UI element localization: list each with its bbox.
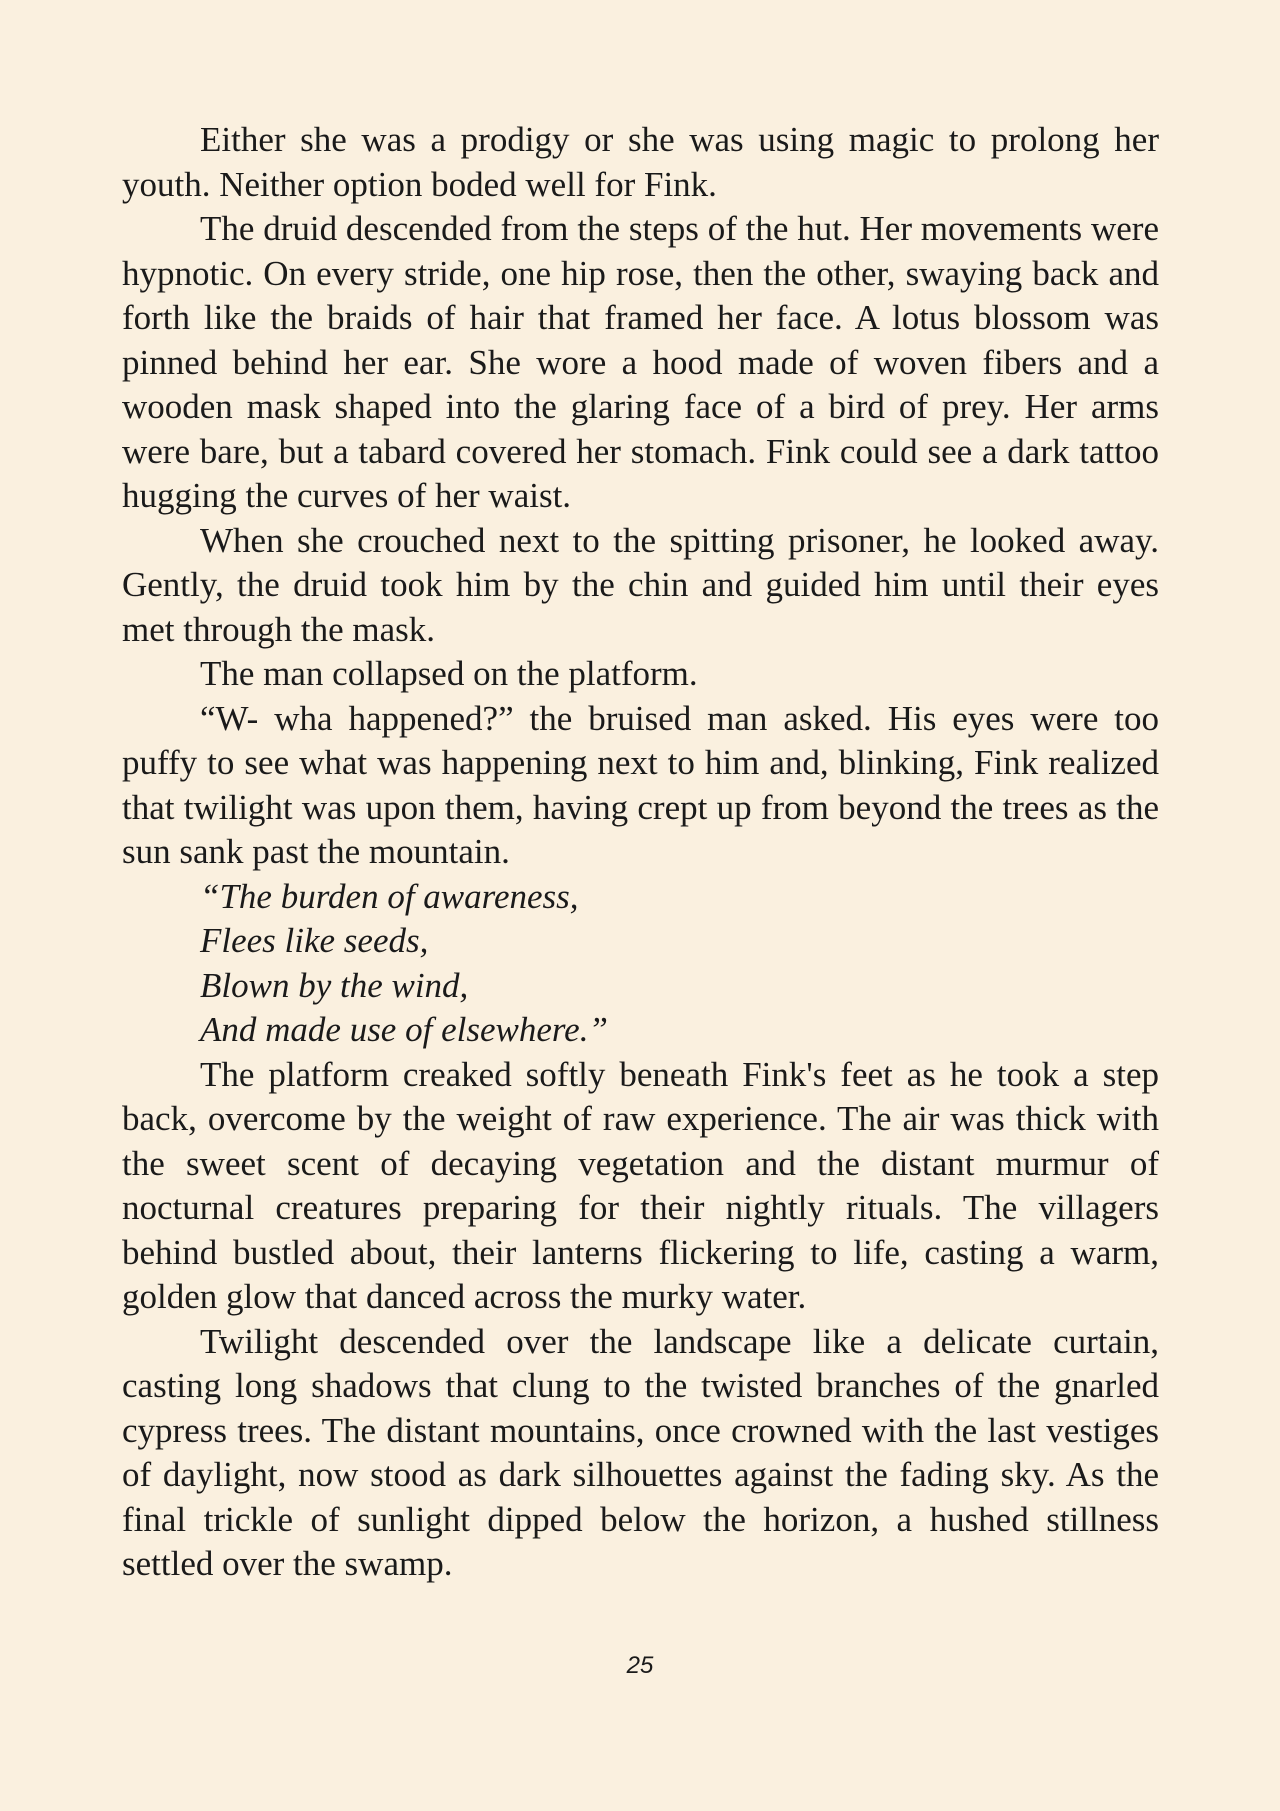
paragraph: The man collapsed on the platform.: [200, 654, 698, 693]
verse-block: [122, 875, 1159, 1053]
paragraph: “W- wha happened?” the bruised man asked. His eyes were too puffy to see what was happening next to him and, blinking, Fink realized that twilight was upon them, having crept up from beyond the trees as the sun sank past the mountain.: [122, 698, 1159, 871]
paragraph: Twilight descended over the landscape like a delicate curtain, casting long shadows that clung to the twisted branches of the gnarled cypress trees. The distant mountains, once crowned with the last vestiges of daylight, now stood as dark silhouettes against the fading sky. As the final trickle of sunlight dipped below the horizon, a hushed stillness settled over the swamp.: [122, 1321, 1159, 1583]
verse-line: Flees like seeds,: [200, 921, 429, 960]
verse-line: “The burden of awareness,: [200, 876, 579, 916]
paragraph: The platform creaked softly beneath Fink's feet as he took a step back, overcome by the weight of raw experience. The air was thick with the sweet scent of decaying vegetation and the distant murmur of nocturnal creatures preparing for their nightly rituals. The villagers behind bustled about, their lanterns flickering to life, casting a warm, golden glow that danced across the murky water.: [122, 1054, 1159, 1316]
verse-line: Blown by the wind,: [200, 965, 469, 1005]
page-body: [122, 118, 1159, 1587]
paragraph: When she crouched next to the spitting prisoner, he looked away. Gently, the druid took him by the chin and guided him until their eyes met through the mask.: [122, 520, 1159, 649]
page-number: 25: [626, 1652, 654, 1679]
paragraph: The druid descended from the steps of the hut. Her movements were hypnotic. On every stride, one hip rose, then the other, swaying back and forth like the braids of hair that framed her face. A lotus blossom was pinned behind her ear. She wore a hood made of woven fibers and a wooden mask shaped into the glaring face of a bird of prey. Her arms were bare, but a tabard covered her stomach. Fink could see a dark tattoo hugging the curves of her waist.: [122, 209, 1159, 515]
verse-line: And made use of elsewhere.”: [200, 1010, 608, 1049]
paragraph: Either she was a prodigy or she was using magic to prolong her youth. Neither option boded well for Fink.: [122, 120, 1159, 204]
